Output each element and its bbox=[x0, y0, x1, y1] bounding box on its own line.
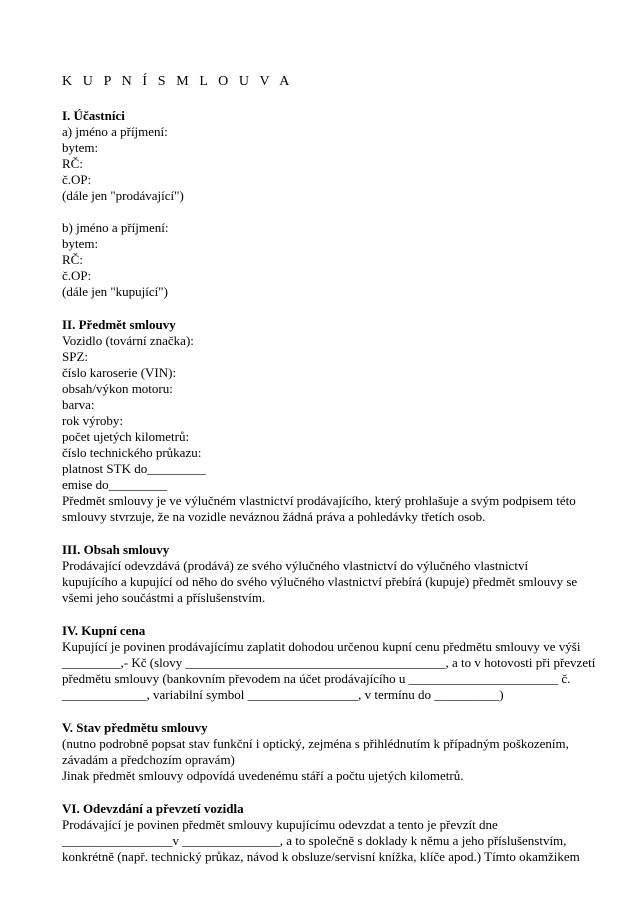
field-license-plate: SPZ: bbox=[62, 349, 89, 364]
paragraph-line: _________________v _______________, a to společně s doklady k němu a jeho příslušenstvím, bbox=[62, 833, 567, 848]
field-engine: obsah/výkon motoru: bbox=[62, 381, 173, 396]
paragraph-line: závadám a předchozím opravám) bbox=[62, 752, 235, 767]
section-handover bbox=[62, 801, 622, 865]
field-color: barva: bbox=[62, 397, 95, 412]
section-heading: VI. Odevzdání a převzetí vozidla bbox=[62, 801, 244, 816]
field-vin: číslo karoserie (VIN): bbox=[62, 365, 177, 380]
paragraph-line: Prodávající je povinen předmět smlouvy kupujícímu odevzdat a tento je převzít dne bbox=[62, 817, 498, 832]
paragraph-line: všemi jeho součástmi a příslušenstvím. bbox=[62, 590, 266, 605]
field-buyer-birth-number: RČ: bbox=[62, 252, 83, 267]
field-buyer-id-card: č.OP: bbox=[62, 268, 92, 283]
paragraph-line: (nutno podrobně popsat stav funkční i optický, zejména s přihlédnutím k případným poškozením, bbox=[62, 736, 569, 751]
section-heading: V. Stav předmětu smlouvy bbox=[62, 720, 208, 735]
document-title: K U P N Í S M L O U V A bbox=[62, 74, 293, 89]
field-tech-card-number: číslo technického průkazu: bbox=[62, 445, 202, 460]
paragraph-line: předmětu smlouvy (bankovním převodem na účet prodávajícího u _______________________ č. bbox=[62, 671, 571, 686]
buyer-definition: (dále jen "kupující") bbox=[62, 284, 168, 299]
paragraph-line: Kupující je povinen prodávajícímu zaplatit dohodou určenou kupní cenu předmětu smlouvy ve výši bbox=[62, 639, 581, 654]
section-heading: IV. Kupní cena bbox=[62, 623, 146, 638]
section-heading: I. Účastníci bbox=[62, 108, 125, 123]
section-heading: II. Předmět smlouvy bbox=[62, 317, 176, 332]
field-inspection-valid: platnost STK do_________ bbox=[62, 461, 206, 476]
field-year: rok výroby: bbox=[62, 413, 124, 428]
section-heading: III. Obsah smlouvy bbox=[62, 542, 170, 557]
field-seller-birth-number: RČ: bbox=[62, 156, 83, 171]
section-subject bbox=[62, 317, 622, 525]
section-price bbox=[62, 623, 622, 703]
field-vehicle-make: Vozidlo (tovární značka): bbox=[62, 333, 194, 348]
field-seller-address: bytem: bbox=[62, 140, 99, 155]
field-buyer-address: bytem: bbox=[62, 236, 99, 251]
paragraph-line: kupujícího a kupující od něho do svého výlučného vlastnictví přebírá (kupuje) předmět smlouvy se bbox=[62, 574, 578, 589]
field-buyer-name: b) jméno a příjmení: bbox=[62, 220, 169, 235]
field-seller-id-card: č.OP: bbox=[62, 172, 92, 187]
paragraph-line: Předmět smlouvy je ve výlučném vlastnictví prodávajícího, který prohlašuje a svým podpisem této bbox=[62, 493, 576, 508]
paragraph-line: _____________, variabilní symbol _________________, v termínu do __________) bbox=[62, 687, 504, 702]
seller-definition: (dále jen "prodávající") bbox=[62, 188, 184, 203]
section-condition bbox=[62, 720, 622, 784]
field-mileage: počet ujetých kilometrů: bbox=[62, 429, 190, 444]
paragraph-line: _________,- Kč (slovy ________________________________________, a to v hotovosti při převzetí bbox=[62, 655, 596, 670]
section-content bbox=[62, 542, 622, 606]
field-seller-name: a) jméno a příjmení: bbox=[62, 124, 168, 139]
paragraph-line: Jinak předmět smlouvy odpovídá uvedenému stáří a počtu ujetých kilometrů. bbox=[62, 768, 464, 783]
paragraph-line: smlouvy stvrzuje, že na vozidle neváznou žádná práva a pohledávky třetích osob. bbox=[62, 509, 486, 524]
section-participants bbox=[62, 108, 622, 300]
contract-document bbox=[62, 73, 622, 882]
spacer bbox=[62, 204, 622, 220]
paragraph-line: konkrétně (např. technický průkaz, návod k obsluze/servisní knížka, klíče apod.) Tímto okamžikem bbox=[62, 849, 580, 864]
field-emissions-valid: emise do_________ bbox=[62, 477, 168, 492]
paragraph-line: Prodávající odevzdává (prodává) ze svého výlučného vlastnictví do výlučného vlastnictví bbox=[62, 558, 529, 573]
